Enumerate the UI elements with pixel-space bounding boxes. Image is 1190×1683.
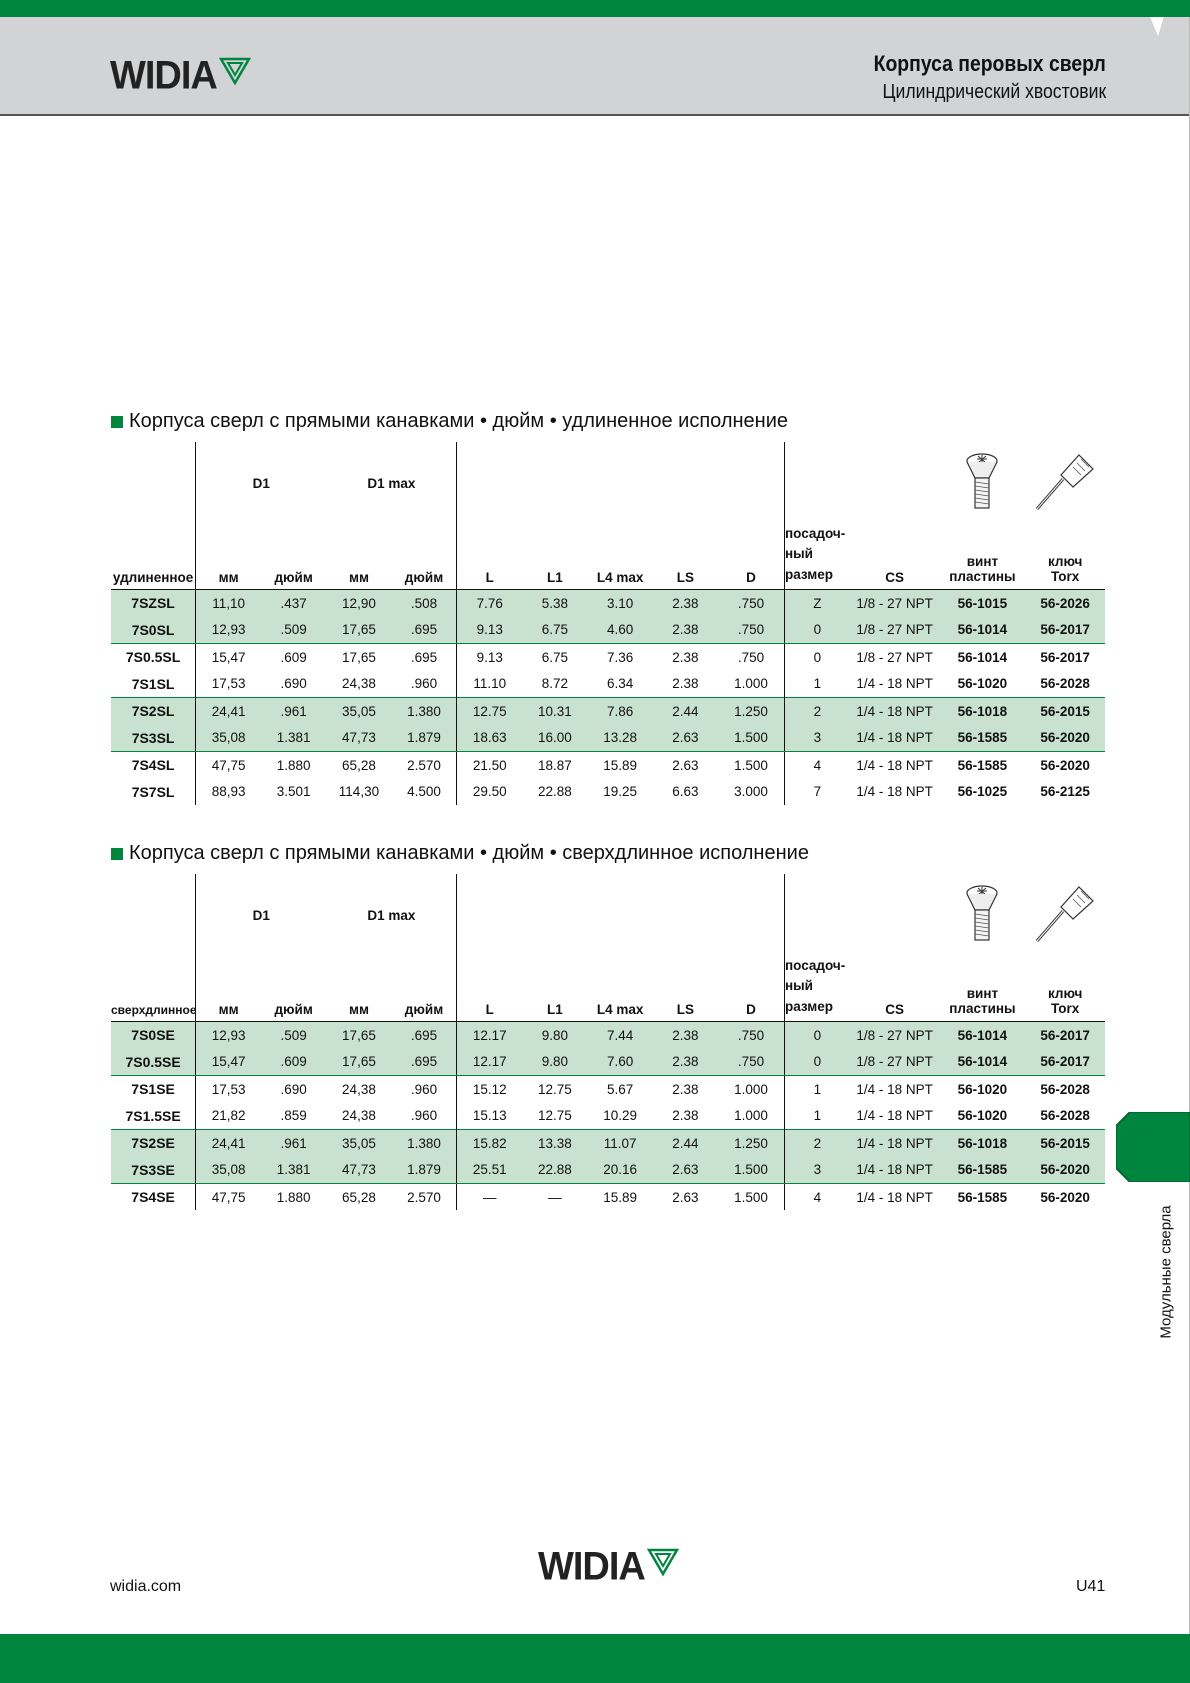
table-cell: 7.36 [606,649,634,665]
table-row [111,1021,1105,1048]
table-cell: 19.25 [603,784,638,799]
col-header: дюйм [392,956,457,1021]
table-cell: 3.10 [587,589,652,616]
table-cell: 1.250 [718,697,784,724]
table-cell: 56-1585 [940,724,1026,751]
torx-key-icon [1033,883,1097,945]
table-cell: 8.72 [541,676,568,691]
table-row [111,751,1105,778]
table-cell: 56-2028 [1040,1108,1090,1123]
table-cell: 2.44 [653,697,718,724]
table-cell: 56-2015 [1025,1129,1105,1156]
table-cell: 1/4 - 18 NPT [850,1129,940,1156]
spec-table-super-extended [111,874,1105,1210]
product-code-cell: 7S3SE [111,1156,196,1183]
section-title-extended [111,410,788,433]
table-cell: 4.500 [392,778,457,805]
table-cell: 12.75 [457,697,522,724]
table-cell: 12.75 [537,1108,572,1123]
table-row [111,1129,1105,1156]
table-cell: 1 [813,1108,822,1123]
widia-logo [110,53,251,99]
table-cell: .690 [280,676,307,691]
table-cell: 2.38 [672,676,699,691]
table-cell: 65,28 [342,757,376,773]
table-cell: 17,65 [342,649,376,665]
table-cell: 2.570 [392,1183,457,1210]
header-d1max: D1 max [326,874,457,956]
table-row [111,589,1105,616]
table-cell: 1.000 [718,1075,784,1102]
product-code-cell: 7SZSL [111,589,196,616]
table-cell: 10.31 [522,697,587,724]
table-cell: 1 [813,1081,822,1097]
col-header: LS [653,524,718,589]
product-code-cell: 7S2SL [111,697,196,724]
table-cell: 2.63 [653,724,718,751]
table-cell: 24,38 [342,676,376,691]
table-cell: 21,82 [211,1108,246,1123]
table-cell: 3 [784,724,849,751]
table-cell: 1.879 [392,724,457,751]
widia-triangle-icon [647,1548,679,1576]
table-cell: 56-2017 [1025,1021,1105,1048]
table-cell: 1 [813,676,822,691]
table-cell: 1/8 - 27 NPT [850,616,940,643]
table-cell: 1/8 - 27 NPT [850,589,940,616]
table-cell: 22.88 [522,1156,587,1183]
table-cell: .508 [392,589,457,616]
screw-icon-cell [940,874,1026,956]
table-cell: 1/4 - 18 NPT [856,1108,933,1123]
table-cell: 2.63 [672,757,699,773]
header-d1max: D1 max [326,442,457,524]
col-header: CS [850,956,940,1021]
table-cell: 65,28 [342,1189,376,1205]
col-header: L4 max [587,524,652,589]
table-cell: 3.000 [718,778,784,805]
col-header-code: удлиненное [111,524,196,589]
side-section-label-text: Модульные сверла [1157,1205,1175,1339]
table-cell: 10.29 [603,1108,638,1123]
table-cell: 1.880 [276,1189,311,1205]
col-header: L [457,524,522,589]
table-cell: 15,47 [196,1048,261,1075]
table-cell: 12.17 [457,1048,522,1075]
table-cell: 15.89 [603,1189,638,1205]
table-cell: .960 [392,670,457,697]
table-cell: 1/4 - 18 NPT [850,1156,940,1183]
table-cell: .960 [392,1102,457,1129]
table-cell: 1/4 - 18 NPT [856,1189,933,1205]
col-header: винт пластины [940,956,1026,1021]
table-cell: 6.34 [606,676,634,691]
table-cell: 56-1014 [940,1048,1026,1075]
table-cell: 1.381 [261,724,326,751]
table-cell: 1.500 [718,724,784,751]
top-green-bar [0,0,1190,17]
table-cell: 11.07 [587,1129,652,1156]
table-cell: 56-2028 [1040,1081,1090,1097]
table-cell: 2.63 [672,1189,699,1205]
bullet-square-icon [111,848,123,860]
table-cell: .695 [392,643,457,670]
table-cell: 1/4 - 18 NPT [856,676,933,691]
table-cell: 12,90 [326,589,391,616]
col-header: L1 [522,956,587,1021]
col-header: CS [850,524,940,589]
table-cell: 3 [784,1156,849,1183]
table-cell: 1.500 [718,1183,784,1210]
table-cell: .609 [261,1048,326,1075]
table-cell: 56-2017 [1025,1048,1105,1075]
product-code-cell: 7S1.5SE [111,1102,196,1129]
table-cell: 56-1585 [957,757,1008,773]
table-cell: 1.880 [276,757,311,773]
bottom-green-bar [0,1634,1190,1683]
table-cell: 1.250 [718,1129,784,1156]
table-cell: 17,65 [326,1021,391,1048]
table-cell: .695 [392,1048,457,1075]
table-cell: 56-1585 [940,1156,1026,1183]
table-cell: 2.38 [653,1021,718,1048]
table-cell: 56-2020 [1025,1156,1105,1183]
table-cell: 56-2020 [1040,757,1090,773]
table-cell: .859 [280,1108,307,1123]
table-cell: 15.12 [472,1081,507,1097]
table-row [111,643,1105,670]
table-cell: 15.13 [472,1108,507,1123]
header-d1: D1 [252,907,270,923]
table-cell: .750 [718,1021,784,1048]
col-header: дюйм [392,524,457,589]
table-cell: .750 [718,643,784,670]
table-cell: 11.10 [473,676,507,691]
table-cell: 2.63 [653,1156,718,1183]
table-cell: 3.501 [276,784,311,799]
table-cell: 0 [813,649,822,665]
corner-notch-icon [1100,0,1190,40]
torx-key-icon [1033,451,1097,513]
table-cell: 24,41 [196,1129,261,1156]
table-cell: 16.00 [522,724,587,751]
table-cell: 9.13 [476,649,503,665]
table-cell: 2.38 [672,649,699,665]
section-title-text: Корпуса сверл с прямыми канавками • дюйм • сверхдлинное исполнение [129,842,809,864]
table-cell: 1/4 - 18 NPT [850,724,940,751]
col-header: мм [196,524,261,589]
table-cell: .437 [261,589,326,616]
table-row [111,697,1105,724]
table-cell: 35,05 [326,1129,391,1156]
table-cell: 1.500 [718,751,784,778]
table-cell: 4 [813,1189,822,1205]
table-cell: .690 [280,1081,307,1097]
footer-widia-logo [538,1544,679,1590]
table-cell: 56-2028 [1040,676,1090,691]
table-cell: 6.75 [522,616,587,643]
table-cell: 6.63 [672,784,699,799]
table-cell: 12,93 [196,616,261,643]
table-cell: 1/8 - 27 NPT [850,1021,940,1048]
page-title: Корпуса перовых сверл [873,51,1106,76]
table-cell: 13.38 [522,1129,587,1156]
table-cell: 9.80 [522,1048,587,1075]
col-header: ключ Torx [1025,956,1105,1021]
table-cell: 20.16 [587,1156,652,1183]
product-code-cell: 7S3SL [111,724,196,751]
table-cell: — [548,1189,562,1205]
col-header: дюйм [261,524,326,589]
table-cell: 24,41 [196,697,261,724]
table-cell: 56-2017 [1040,649,1090,665]
page-subtitle: Цилиндрический хвостовик [882,81,1106,103]
table-row [111,616,1105,643]
table-cell: .695 [392,616,457,643]
product-code-cell: 7S1SL [111,670,196,697]
table-body [111,589,1105,805]
table-cell: 29.50 [472,784,507,799]
table-cell: 18.87 [537,757,572,773]
section-title-text: Корпуса сверл с прямыми канавками • дюйм • удлиненное исполнение [129,410,789,432]
side-tab-marker [1116,1112,1190,1182]
table-cell: 15,47 [211,649,246,665]
table-cell: 56-1020 [957,1081,1008,1097]
table-cell: 13.28 [587,724,652,751]
table-cell: 0 [784,1048,849,1075]
col-header: мм [196,956,261,1021]
table-cell: 7.44 [587,1021,652,1048]
table-cell: 17,65 [326,1048,391,1075]
product-code-cell: 7S2SE [111,1129,196,1156]
table-cell: 56-1020 [957,1108,1008,1123]
table-cell: 0 [784,1021,849,1048]
table-cell: 47,73 [326,724,391,751]
widia-triangle-icon [219,57,251,85]
bullet-square-icon [111,416,123,428]
table-cell: 24,38 [342,1081,376,1097]
table-cell: .509 [261,1021,326,1048]
spec-table-extended [111,442,1105,805]
product-code-cell: 7S1SE [111,1075,196,1102]
table-cell: 56-2026 [1025,589,1105,616]
table-cell: 12.17 [457,1021,522,1048]
table-cell: 1/4 - 18 NPT [856,1081,933,1097]
product-code-cell: 7S0SE [111,1021,196,1048]
logo-text: WIDIA [110,53,217,99]
table-cell: 2.38 [672,1108,699,1123]
torx-key-icon-cell [1025,442,1105,524]
table-cell: 2.570 [392,751,457,778]
table-cell: 6.75 [541,649,568,665]
col-header: посадоч- ный размер [784,524,849,589]
table-cell: 7.86 [587,697,652,724]
table-cell: 56-1014 [957,649,1008,665]
table-cell: 1.380 [392,1129,457,1156]
table-cell: 2.38 [653,1048,718,1075]
table-cell: 24,38 [342,1108,376,1123]
col-header: D [718,524,784,589]
table-cell: 56-2017 [1025,616,1105,643]
table-cell: 5.67 [606,1081,634,1097]
table-cell: 35,05 [326,697,391,724]
table-cell: 1/4 - 18 NPT [856,784,933,799]
table-cell: 1.000 [718,1102,784,1129]
product-code-cell: 7S0SL [111,616,196,643]
screw-icon [965,452,999,512]
table-cell: 0 [784,616,849,643]
product-code-cell: 7S4SE [111,1183,196,1210]
table-cell: 47,75 [211,757,246,773]
table-cell: 56-1025 [957,784,1008,799]
table-cell: 17,53 [211,676,246,691]
table-cell: 5.38 [522,589,587,616]
page-number: U41 [1076,1578,1106,1595]
table-cell: 1.500 [718,1156,784,1183]
table-body [111,1021,1105,1210]
table-cell: 4.60 [587,616,652,643]
col-header: L1 [522,524,587,589]
table-cell: 56-1018 [940,697,1026,724]
col-header: мм [326,956,391,1021]
table-cell: 11,10 [196,589,261,616]
table-cell: 1.879 [392,1156,457,1183]
table-cell: .750 [718,589,784,616]
table-cell: 4 [813,757,822,773]
table-cell: 12.75 [537,1081,572,1097]
table-cell: 2.38 [653,616,718,643]
table-cell: 1.381 [261,1156,326,1183]
table-cell: 15.89 [603,757,638,773]
product-code-cell: 7S4SL [111,751,196,778]
col-header: посадоч- ный размер [784,956,849,1021]
table-cell: .609 [280,649,307,665]
table-cell: 114,30 [338,784,380,799]
table-cell: 1.380 [392,697,457,724]
table-cell: .695 [392,1021,457,1048]
table-row [111,724,1105,751]
table-cell: 21.50 [472,757,507,773]
table-cell: 15.82 [457,1129,522,1156]
table-cell: 2 [784,697,849,724]
table-cell: 22.88 [537,784,572,799]
table-cell: 1.000 [718,670,784,697]
table-cell: 35,08 [196,724,261,751]
table-cell: 2.38 [653,589,718,616]
table-cell: .750 [718,1048,784,1075]
screw-icon-cell [940,442,1026,524]
table-cell: .750 [718,616,784,643]
header-d1: D1 [252,475,270,491]
table-cell: 56-1014 [940,616,1026,643]
table-cell: 7.76 [457,589,522,616]
product-code-cell: 7S0.5SE [111,1048,196,1075]
table-cell: 56-1585 [957,1189,1008,1205]
table-cell: Z [784,589,849,616]
table-cell: 25.51 [457,1156,522,1183]
table-cell: 7 [813,784,822,799]
torx-key-icon-cell [1025,874,1105,956]
table-cell: 56-1020 [957,676,1008,691]
table-row [111,1156,1105,1183]
table-cell: 12,93 [196,1021,261,1048]
table-cell: 56-2020 [1040,1189,1090,1205]
table-cell: 18.63 [457,724,522,751]
product-code-cell: 7S0.5SL [111,643,196,670]
col-header: L4 max [587,956,652,1021]
table-row [111,1183,1105,1210]
table-cell: 56-2125 [1040,784,1090,799]
table-cell: 1/8 - 27 NPT [856,649,933,665]
col-header: дюйм [261,956,326,1021]
screw-icon [965,884,999,944]
col-header: мм [326,524,391,589]
table-cell: .961 [261,1129,326,1156]
table-cell: 47,73 [326,1156,391,1183]
table-cell: 56-1015 [940,589,1026,616]
table-cell: — [483,1189,497,1205]
table-cell: 56-1018 [940,1129,1026,1156]
table-cell: 17,53 [211,1081,246,1097]
table-cell: 1/4 - 18 NPT [856,757,933,773]
table-cell: .509 [261,616,326,643]
col-header: LS [653,956,718,1021]
table-cell: 7.60 [587,1048,652,1075]
col-header-code: сверхдлинное [111,956,196,1021]
table-cell: .961 [261,697,326,724]
col-header: L [457,956,522,1021]
table-cell: 56-2015 [1025,697,1105,724]
col-header: винт пластины [940,524,1026,589]
table-cell: 9.80 [522,1021,587,1048]
page-header [0,17,1190,116]
table-row [111,670,1105,697]
logo-text: WIDIA [538,1544,645,1590]
table-row [111,1075,1105,1102]
footer-url[interactable]: widia.com [110,1578,182,1595]
table-cell: 56-2020 [1025,724,1105,751]
table-cell: 35,08 [196,1156,261,1183]
table-cell: 1/8 - 27 NPT [850,1048,940,1075]
col-header: D [718,956,784,1021]
table-cell: 17,65 [326,616,391,643]
table-cell: 2.38 [672,1081,699,1097]
table-cell: 47,75 [211,1189,246,1205]
table-cell: 88,93 [211,784,246,799]
table-cell: 1/4 - 18 NPT [850,697,940,724]
table-cell: 9.13 [457,616,522,643]
table-cell: .960 [392,1075,457,1102]
table-row [111,1102,1105,1129]
product-code-cell: 7S7SL [111,778,196,805]
col-header: ключ Torx [1025,524,1105,589]
side-section-label [1152,1202,1180,1342]
section-title-super-extended [111,842,809,865]
table-cell: 2.44 [653,1129,718,1156]
table-cell: 2 [784,1129,849,1156]
table-row [111,1048,1105,1075]
table-row [111,778,1105,805]
table-cell: 56-1014 [940,1021,1026,1048]
